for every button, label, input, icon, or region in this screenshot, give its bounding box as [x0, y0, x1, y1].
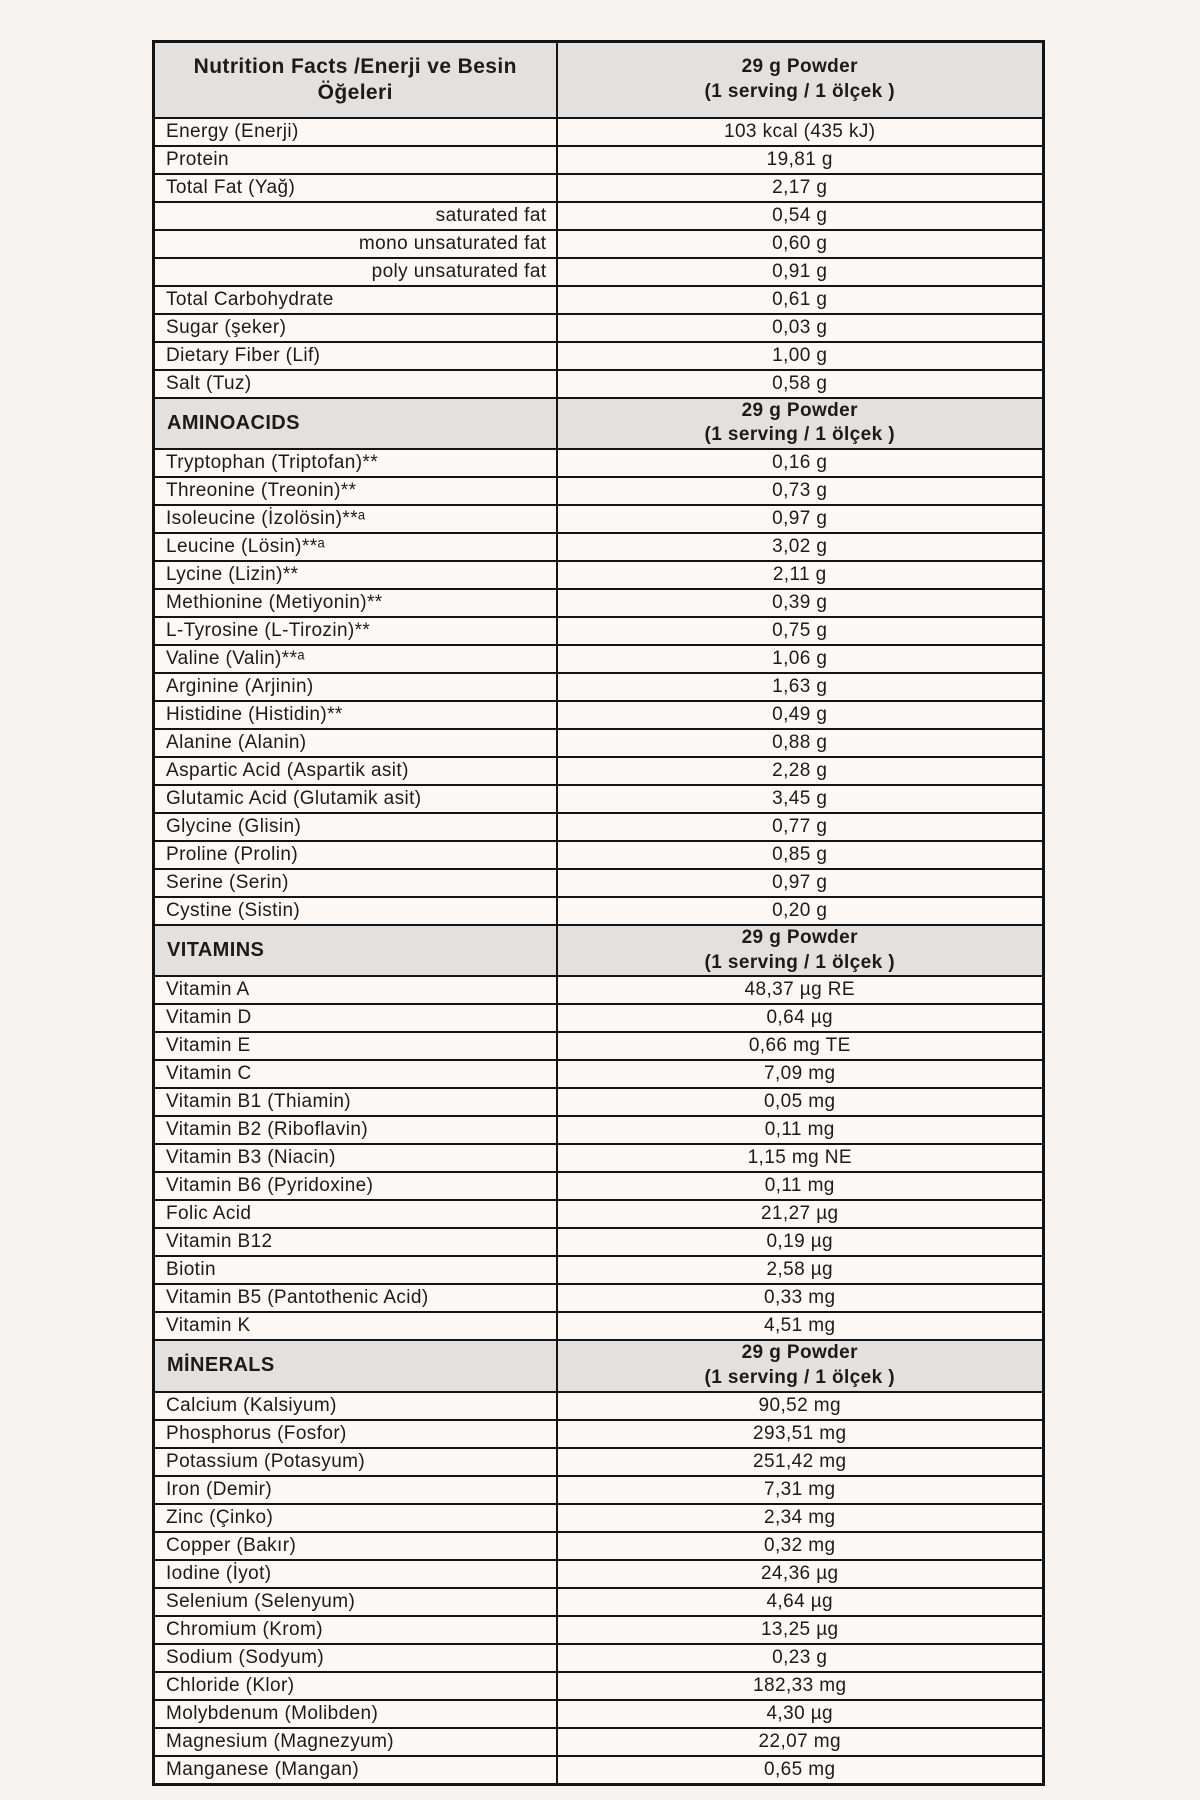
nutrient-label: Vitamin C	[154, 1060, 557, 1088]
nutrient-label: Leucine (Lösin)**ᵃ	[154, 533, 557, 561]
nutrient-value: 48,37 µg RE	[557, 976, 1044, 1004]
nutrient-value: 0,05 mg	[557, 1088, 1044, 1116]
nutrient-label: Vitamin A	[154, 976, 557, 1004]
nutrient-value: 0,64 µg	[557, 1004, 1044, 1032]
nutrient-value: 1,00 g	[557, 342, 1044, 370]
table-row	[154, 1504, 1044, 1532]
nutrient-label: Valine (Valin)**ᵃ	[154, 645, 557, 673]
nutrient-label: Lycine (Lizin)**	[154, 561, 557, 589]
table-row	[154, 1728, 1044, 1756]
nutrient-label: Sodium (Sodyum)	[154, 1644, 557, 1672]
nutrient-value: 0,03 g	[557, 314, 1044, 342]
table-row	[154, 673, 1044, 701]
nutrient-value: 0,32 mg	[557, 1532, 1044, 1560]
nutrient-label: Vitamin B2 (Riboflavin)	[154, 1116, 557, 1144]
table-row	[154, 869, 1044, 897]
serving-size-line2: (1 serving / 1 ölçek )	[704, 1366, 895, 1388]
table-row	[154, 897, 1044, 925]
table-row	[154, 589, 1044, 617]
nutrient-label: Energy (Enerji)	[154, 118, 557, 146]
nutrient-value: 19,81 g	[557, 146, 1044, 174]
nutrient-label: Zinc (Çinko)	[154, 1504, 557, 1532]
table-row	[154, 701, 1044, 729]
nutrient-value: 0,11 mg	[557, 1116, 1044, 1144]
serving-size-header	[557, 925, 1044, 976]
nutrient-value: 103 kcal (435 kJ)	[557, 118, 1044, 146]
table-title	[154, 42, 557, 118]
table-row	[154, 449, 1044, 477]
nutrient-label: mono unsaturated fat	[154, 230, 557, 258]
table-row	[154, 1476, 1044, 1504]
nutrient-label: Magnesium (Magnezyum)	[154, 1728, 557, 1756]
nutrient-value: 2,34 mg	[557, 1504, 1044, 1532]
section-header-row	[154, 398, 1044, 449]
nutrient-value: 251,42 mg	[557, 1448, 1044, 1476]
table-row	[154, 1420, 1044, 1448]
nutrient-value: 7,09 mg	[557, 1060, 1044, 1088]
table-row	[154, 118, 1044, 146]
table-row	[154, 1200, 1044, 1228]
table-row	[154, 1312, 1044, 1340]
nutrient-label: Vitamin B5 (Pantothenic Acid)	[154, 1284, 557, 1312]
nutrient-value: 0,61 g	[557, 286, 1044, 314]
nutrient-value: 24,36 µg	[557, 1560, 1044, 1588]
table-title-line1: Nutrition Facts /Enerji ve Besin	[193, 54, 517, 78]
table-row	[154, 1616, 1044, 1644]
table-row	[154, 841, 1044, 869]
nutrient-label: saturated fat	[154, 202, 557, 230]
table-row	[154, 1560, 1044, 1588]
nutrient-value: 7,31 mg	[557, 1476, 1044, 1504]
nutrient-value: 0,19 µg	[557, 1228, 1044, 1256]
nutrient-label: Vitamin B1 (Thiamin)	[154, 1088, 557, 1116]
nutrient-value: 13,25 µg	[557, 1616, 1044, 1644]
table-row	[154, 1256, 1044, 1284]
table-row	[154, 1004, 1044, 1032]
nutrient-value: 0,88 g	[557, 729, 1044, 757]
table-row	[154, 1588, 1044, 1616]
section-title: AMINOACIDS	[154, 398, 557, 449]
nutrient-value: 1,63 g	[557, 673, 1044, 701]
serving-size-line2: (1 serving / 1 ölçek )	[704, 951, 895, 973]
nutrient-label: Molybdenum (Molibden)	[154, 1700, 557, 1728]
nutrient-value: 0,39 g	[557, 589, 1044, 617]
nutrient-label: Arginine (Arjinin)	[154, 673, 557, 701]
nutrient-value: 0,97 g	[557, 505, 1044, 533]
table-row	[154, 645, 1044, 673]
nutrient-value: 0,75 g	[557, 617, 1044, 645]
nutrient-label: Vitamin D	[154, 1004, 557, 1032]
nutrient-label: Phosphorus (Fosfor)	[154, 1420, 557, 1448]
nutrient-value: 4,30 µg	[557, 1700, 1044, 1728]
nutrient-value: 2,28 g	[557, 757, 1044, 785]
nutrient-value: 0,33 mg	[557, 1284, 1044, 1312]
table-row	[154, 202, 1044, 230]
nutrient-value: 2,58 µg	[557, 1256, 1044, 1284]
table-row	[154, 1672, 1044, 1700]
nutrient-value: 0,65 mg	[557, 1756, 1044, 1785]
table-title-line2: Öğeleri	[317, 80, 393, 104]
section-title: VITAMINS	[154, 925, 557, 976]
table-row	[154, 729, 1044, 757]
serving-size-header	[557, 42, 1044, 118]
nutrient-value: 4,51 mg	[557, 1312, 1044, 1340]
table-row	[154, 505, 1044, 533]
table-row	[154, 617, 1044, 645]
table-header-row	[154, 42, 1044, 118]
nutrient-label: Folic Acid	[154, 1200, 557, 1228]
nutrient-label: Isoleucine (İzolösin)**ᵃ	[154, 505, 557, 533]
nutrient-value: 0,77 g	[557, 813, 1044, 841]
nutrient-label: Glutamic Acid (Glutamik asit)	[154, 785, 557, 813]
nutrient-label: Vitamin B6 (Pyridoxine)	[154, 1172, 557, 1200]
nutrient-label: Proline (Prolin)	[154, 841, 557, 869]
nutrition-facts-table	[152, 40, 1045, 1786]
nutrient-value: 182,33 mg	[557, 1672, 1044, 1700]
table-row	[154, 1532, 1044, 1560]
serving-size-line1: 29 g Powder	[741, 926, 858, 948]
nutrient-label: Tryptophan (Triptofan)**	[154, 449, 557, 477]
table-row	[154, 477, 1044, 505]
nutrient-label: Iron (Demir)	[154, 1476, 557, 1504]
table-row	[154, 174, 1044, 202]
section-title: MİNERALS	[154, 1340, 557, 1391]
table-row	[154, 1060, 1044, 1088]
nutrient-label: Threonine (Treonin)**	[154, 477, 557, 505]
nutrient-value: 21,27 µg	[557, 1200, 1044, 1228]
table-row	[154, 976, 1044, 1004]
nutrient-label: L-Tyrosine (L-Tirozin)**	[154, 617, 557, 645]
serving-size-line1: 29 g Powder	[741, 399, 858, 421]
nutrient-value: 3,02 g	[557, 533, 1044, 561]
table-row	[154, 370, 1044, 398]
nutrient-value: 1,15 mg NE	[557, 1144, 1044, 1172]
table-row	[154, 1700, 1044, 1728]
nutrient-value: 90,52 mg	[557, 1392, 1044, 1420]
nutrient-value: 0,60 g	[557, 230, 1044, 258]
nutrient-value: 0,91 g	[557, 258, 1044, 286]
table-row	[154, 1228, 1044, 1256]
nutrient-value: 2,11 g	[557, 561, 1044, 589]
nutrient-label: Vitamin K	[154, 1312, 557, 1340]
nutrient-label: Total Carbohydrate	[154, 286, 557, 314]
nutrient-value: 2,17 g	[557, 174, 1044, 202]
table-row	[154, 342, 1044, 370]
table-row	[154, 230, 1044, 258]
nutrient-value: 0,58 g	[557, 370, 1044, 398]
table-row	[154, 1756, 1044, 1785]
serving-size-line2: (1 serving / 1 ölçek )	[704, 80, 895, 102]
nutrient-value: 22,07 mg	[557, 1728, 1044, 1756]
table-row	[154, 533, 1044, 561]
nutrient-value: 0,16 g	[557, 449, 1044, 477]
nutrient-label: Histidine (Histidin)**	[154, 701, 557, 729]
table-row	[154, 1448, 1044, 1476]
table-row	[154, 813, 1044, 841]
table-row	[154, 286, 1044, 314]
serving-size-line1: 29 g Powder	[741, 1342, 858, 1364]
nutrient-label: Cystine (Sistin)	[154, 897, 557, 925]
table-row	[154, 1284, 1044, 1312]
nutrient-value: 0,49 g	[557, 701, 1044, 729]
serving-size-header	[557, 398, 1044, 449]
serving-size-header	[557, 1340, 1044, 1391]
table-row	[154, 1032, 1044, 1060]
section-header-row	[154, 925, 1044, 976]
table-row	[154, 146, 1044, 174]
nutrient-value: 0,11 mg	[557, 1172, 1044, 1200]
nutrient-label: Biotin	[154, 1256, 557, 1284]
table-row	[154, 785, 1044, 813]
table-row	[154, 258, 1044, 286]
nutrient-label: Copper (Bakır)	[154, 1532, 557, 1560]
nutrient-label: Potassium (Potasyum)	[154, 1448, 557, 1476]
nutrient-value: 4,64 µg	[557, 1588, 1044, 1616]
serving-size-line2: (1 serving / 1 ölçek )	[704, 424, 895, 446]
nutrient-value: 1,06 g	[557, 645, 1044, 673]
nutrient-value: 293,51 mg	[557, 1420, 1044, 1448]
nutrient-label: Glycine (Glisin)	[154, 813, 557, 841]
nutrient-label: Selenium (Selenyum)	[154, 1588, 557, 1616]
nutrient-value: 0,97 g	[557, 869, 1044, 897]
nutrient-label: Serine (Serin)	[154, 869, 557, 897]
nutrient-label: Protein	[154, 146, 557, 174]
nutrient-label: Vitamin E	[154, 1032, 557, 1060]
table-row	[154, 1644, 1044, 1672]
section-header-row	[154, 1340, 1044, 1391]
nutrient-label: Aspartic Acid (Aspartik asit)	[154, 757, 557, 785]
nutrient-label: Chromium (Krom)	[154, 1616, 557, 1644]
nutrient-label: Iodine (İyot)	[154, 1560, 557, 1588]
table-row	[154, 757, 1044, 785]
nutrient-label: Manganese (Mangan)	[154, 1756, 557, 1785]
table-row	[154, 314, 1044, 342]
nutrient-label: Salt (Tuz)	[154, 370, 557, 398]
nutrient-label: Chloride (Klor)	[154, 1672, 557, 1700]
nutrient-label: Total Fat (Yağ)	[154, 174, 557, 202]
nutrient-value: 0,73 g	[557, 477, 1044, 505]
nutrient-label: Alanine (Alanin)	[154, 729, 557, 757]
nutrient-label: Calcium (Kalsiyum)	[154, 1392, 557, 1420]
table-row	[154, 1172, 1044, 1200]
nutrient-label: Vitamin B12	[154, 1228, 557, 1256]
table-row	[154, 1392, 1044, 1420]
nutrient-value: 0,54 g	[557, 202, 1044, 230]
nutrient-label: Methionine (Metiyonin)**	[154, 589, 557, 617]
table-row	[154, 1088, 1044, 1116]
nutrient-label: Sugar (şeker)	[154, 314, 557, 342]
serving-size-line1: 29 g Powder	[741, 56, 858, 78]
nutrient-value: 0,85 g	[557, 841, 1044, 869]
nutrient-label: poly unsaturated fat	[154, 258, 557, 286]
table-row	[154, 561, 1044, 589]
nutrient-value: 0,20 g	[557, 897, 1044, 925]
table-row	[154, 1144, 1044, 1172]
table-row	[154, 1116, 1044, 1144]
nutrient-label: Dietary Fiber (Lif)	[154, 342, 557, 370]
nutrient-value: 0,66 mg TE	[557, 1032, 1044, 1060]
nutrient-label: Vitamin B3 (Niacin)	[154, 1144, 557, 1172]
nutrient-value: 0,23 g	[557, 1644, 1044, 1672]
nutrient-value: 3,45 g	[557, 785, 1044, 813]
